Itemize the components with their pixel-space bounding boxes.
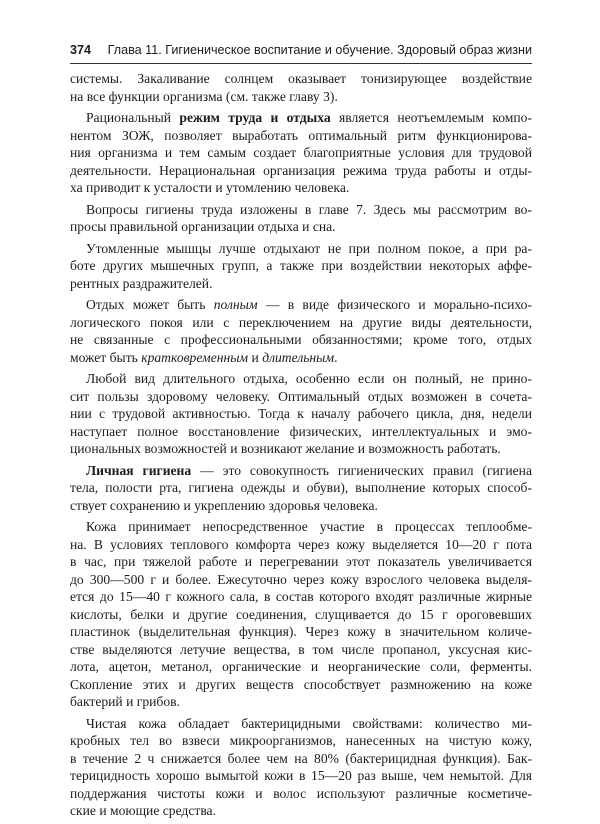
text-run: Рациональный [86,110,180,125]
paragraph [70,715,532,820]
text-line: циональных возможностей и возникают желание и возможность работать. [70,441,501,456]
text-line [70,349,532,367]
text-run: является неотъемлемым компо- [330,110,532,125]
paragraph [70,518,532,711]
text-run: . [334,349,338,365]
text-line: на все функции организма (см. также главу 3). [70,88,338,104]
text-line: ские и моющие средства. [70,803,216,818]
text-line: тела, полости рта, гигиена одежды и обуви), выполнение которых способ- [70,480,532,495]
paragraph [70,296,532,366]
text-line: нии с трудовой активностью. Тогда к началу рабочего цикла, дня, недели [70,406,532,421]
text-line: лота, ацетон, метанол, органические и неорганические соли, ферменты. [70,659,532,674]
header-rule [70,63,532,64]
text-line: наступает полное восстановление физических, интеллектуальных и эмо- [70,423,532,439]
paragraph [70,462,532,515]
paragraph [70,109,532,197]
term-long-rest: длительным [262,349,335,365]
body-text [70,70,532,824]
page-header [70,42,532,58]
text-line: Чистая кожа обладает бактерицидными свойствами: количество ми- [86,715,532,731]
text-line: в течение 2 ч снижается более чем на 80% (бактерицидная функция). Бак- [70,750,532,766]
text-line: в час, при тяжелой работе и перегревании этот показатель увеличивается [70,554,532,569]
text-line: ха приводит к усталости и утомлению человека. [70,180,350,195]
paragraph [70,201,532,236]
text-line: деятельности. Нерациональная организация режима труда работы и отды- [70,162,532,178]
text-line: рентных раздражителей. [70,275,213,291]
text-line: кробных тел во взвеси микроорганизмов, нанесенных на чистую кожу, [70,733,532,748]
text-line: ется до 15—40 г кожного сала, в состав которого входят различные жирные [70,589,532,604]
text-line: на. В условиях теплового комфорта через кожу выделяется 10—20 г пота [70,536,532,552]
term-personal-hygiene: Личная гигиена [86,462,192,478]
term-work-rest-regime: режим труда и отдыха [179,110,331,125]
text-line: боте других мышечных групп, а также при воздействии некоторых аффе- [70,258,532,273]
text-run: Отдых может быть [86,297,214,312]
text-run: — в виде физического и морально-психо- [257,297,532,312]
text-line: Утомленные мышцы лучше отдыхают не при полном покое, а при ра- [86,240,532,256]
text-line: Вопросы гигиены труда изложены в главе 7. Здесь мы рассмотрим во- [86,201,532,217]
text-line: не связанные с профессиональными обязанностями; кроме того, отдых [70,332,532,347]
text-line: поддержания чистоты кожи и волос используют различные косметиче- [70,785,532,801]
text-line: ствует сохранению и укреплению здоровья человека. [70,497,378,513]
text-line [70,109,532,127]
text-line: ния организма и тем самым создает благоприятные условия для трудовой [70,145,532,160]
text-line [70,462,532,480]
text-line: терицидность хорошо вымытой кожи в 15—20 раз выше, чем немытой. Для [70,768,532,783]
term-full-rest: полным [213,297,258,312]
text-line: кислоты, белки и другие соединения, слущивается до 15 г ороговевших [70,606,532,622]
text-line: пластинок (выделительная функция). Через кожу в значительном количе- [70,624,532,639]
text-line: бактерий и грибов. [70,694,180,709]
text-line: Кожа принимает непосредственное участие в процессах теплообме- [86,519,532,534]
text-line: Скопление этих и других веществ способствует размножению на коже [70,676,532,692]
term-short-rest: кратковременным [141,349,249,365]
text-line: просы правильной организации отдыха и сна. [70,219,336,234]
page-number: 374 [70,43,92,57]
text-run: и [248,349,263,365]
text-run: — это совокупность гигиенических правил (гигиена [191,462,532,478]
paragraph [70,240,532,293]
text-line: до 300—500 г и более. Ежесуточно через кожу взрослого человека выделя- [70,571,532,587]
paragraph [70,370,532,458]
running-head: Глава 11. Гигиеническое воспитание и обучение. Здоровый образ жизни [107,43,532,57]
text-line: стве выделяются летучие вещества, в том числе пропанол, уксусная кис- [70,641,532,657]
paragraph [70,70,532,105]
text-line [70,296,532,314]
text-line: сит пользы здоровому человеку. Оптимальный отдых возможен в сочета- [70,388,532,404]
text-line: системы. Закаливание солнцем оказывает тонизирующее воздействие [70,71,532,86]
text-line: Любой вид длительного отдыха, особенно если он полный, не прино- [86,371,532,386]
text-line: логического покоя или с переключением на другие виды деятельности, [70,314,532,330]
text-run: может быть [70,349,142,365]
text-line: нентом ЗОЖ, позволяет выработать оптимальный ритм функционирова- [70,127,532,143]
